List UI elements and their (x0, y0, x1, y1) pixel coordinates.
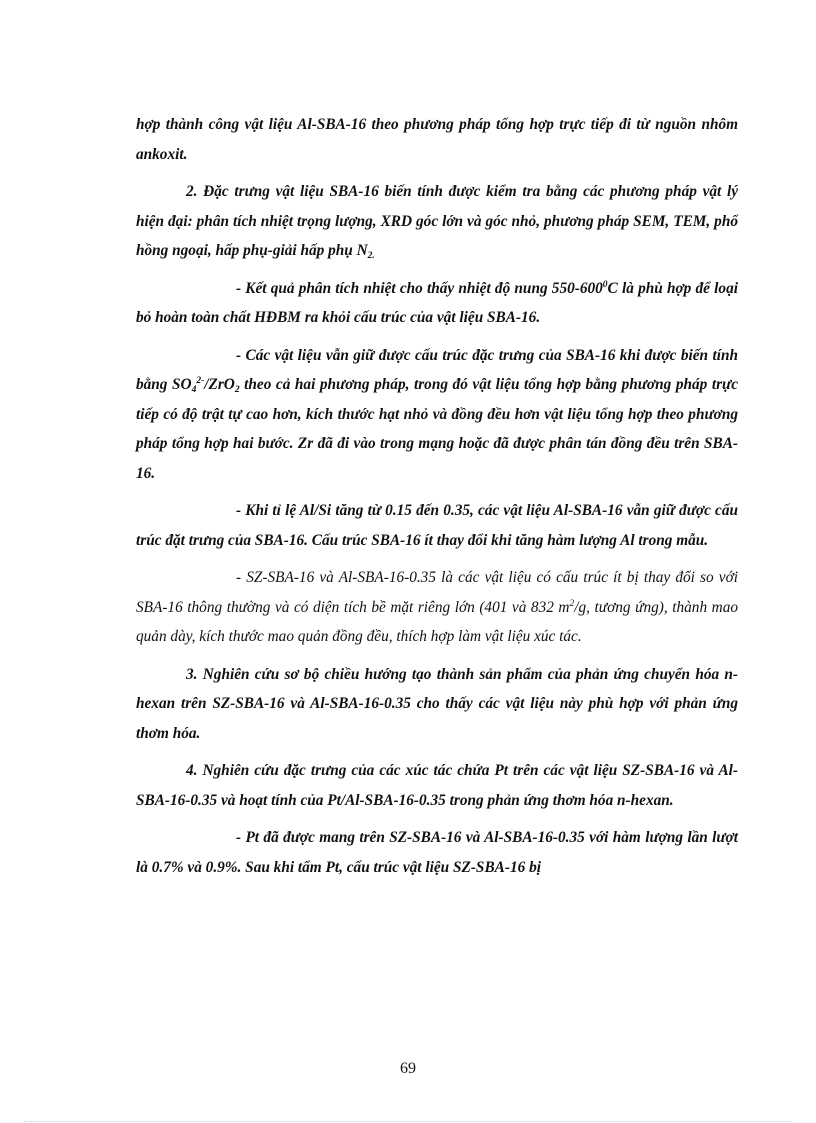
paragraph-text: theo cả hai phương pháp, trong đó vật liệu tổng hợp bằng phương pháp trực tiếp có độ trật tự cao hơn, kích thước hạt nhỏ và đồng đều hơn vật liệu tổng hợp theo phương pháp tổng hợp hai bước. Zr đã đi vào trong mạng hoặc đã được phân tán đồng đều trên SBA-16. (136, 376, 738, 482)
superscript: 2- (196, 376, 205, 386)
paragraph-text: 4. Nghiên cứu đặc trưng của các xúc tác chứa Pt trên các vật liệu SZ-SBA-16 và Al-SBA-16-0.35 và hoạt tính của Pt/Al-SBA-16-0.35 trong phản ứng thơm hóa n-hexan. (136, 762, 738, 809)
paragraph-text: - Các vật liệu vẫn giữ được cấu trúc đặc trưng của SBA-16 khi được biến tính bằng SO (136, 346, 738, 393)
superscript: 0 (602, 279, 608, 290)
paragraph-conclusion-4 (136, 756, 738, 815)
page-number: 69 (400, 1060, 416, 1077)
paragraph-surface-area (136, 563, 738, 652)
paragraph-structure-retained (136, 341, 738, 489)
paragraph-text: 3. Nghiên cứu sơ bộ chiều hướng tạo thành sản phẩm của phản ứng chuyển hóa n-hexan trên SZ-SBA-16 và Al-SBA-16-0.35 cho thấy các vật liệu này phù hợp với phản ứng thơm hóa. (136, 665, 738, 742)
paragraph-text: - Kết quả phân tích nhiệt cho thấy nhiệt độ nung 550-600 (236, 279, 603, 297)
paragraph-text: /ZrO (204, 376, 235, 393)
paragraph-text: hợp thành công vật liệu Al-SBA-16 theo phương pháp tổng hợp trực tiếp đi từ nguồn nhôm ankoxit. (136, 116, 738, 163)
paragraph-al-si-ratio (136, 496, 738, 555)
subscript: 2. (367, 251, 375, 261)
footer-divider (24, 1121, 792, 1122)
paragraph-text: - SZ-SBA-16 và Al-SBA-16-0.35 là các vật liệu có cấu trúc ít bị thay đổi so với SBA-16 thông thường và có diện tích bề mặt riêng lớn (401 và 832 m (136, 569, 738, 616)
paragraph-conclusion-2 (136, 177, 738, 266)
paragraph-conclusion-1-end (136, 110, 738, 169)
paragraph-pt-loading (136, 823, 738, 882)
superscript: 2 (569, 598, 575, 609)
paragraph-text: - Pt đã được mang trên SZ-SBA-16 và Al-SBA-16-0.35 với hàm lượng lần lượt là 0.7% và 0.9%. Sau khi tẩm Pt, cấu trúc vật liệu SZ-SBA-16 bị (136, 829, 738, 876)
paragraph-text: C là phù hợp để loại bỏ hoàn toàn chất HĐBM ra khỏi cấu trúc của vật liệu SBA-16. (136, 279, 738, 326)
subscript: 4 (191, 385, 197, 395)
paragraph-thermal-analysis (136, 274, 738, 333)
paragraph-conclusion-3 (136, 660, 738, 749)
paragraph-text: 2. Đặc trưng vật liệu SBA-16 biến tính được kiểm tra bằng các phương pháp vật lý hiện đại: phân tích nhiệt trọng lượng, XRD góc lớn và góc nhỏ, phương pháp SEM, TEM, phổ hồng ngoại, hấp phụ-giải hấp phụ N (136, 183, 738, 259)
paragraph-text: /g, tương ứng), thành mao quản dày, kích thước mao quản đồng đều, thích hợp làm vật liệu xúc tác. (136, 598, 738, 645)
document-body (136, 110, 738, 890)
subscript: 2 (234, 385, 240, 395)
paragraph-text: - Khi tỉ lệ Al/Si tăng từ 0.15 đến 0.35, các vật liệu Al-SBA-16 vẫn giữ được cấu trúc đặt trưng của SBA-16. Cấu trúc SBA-16 ít thay đổi khi tăng hàm lượng Al trong mẫu. (136, 502, 738, 549)
